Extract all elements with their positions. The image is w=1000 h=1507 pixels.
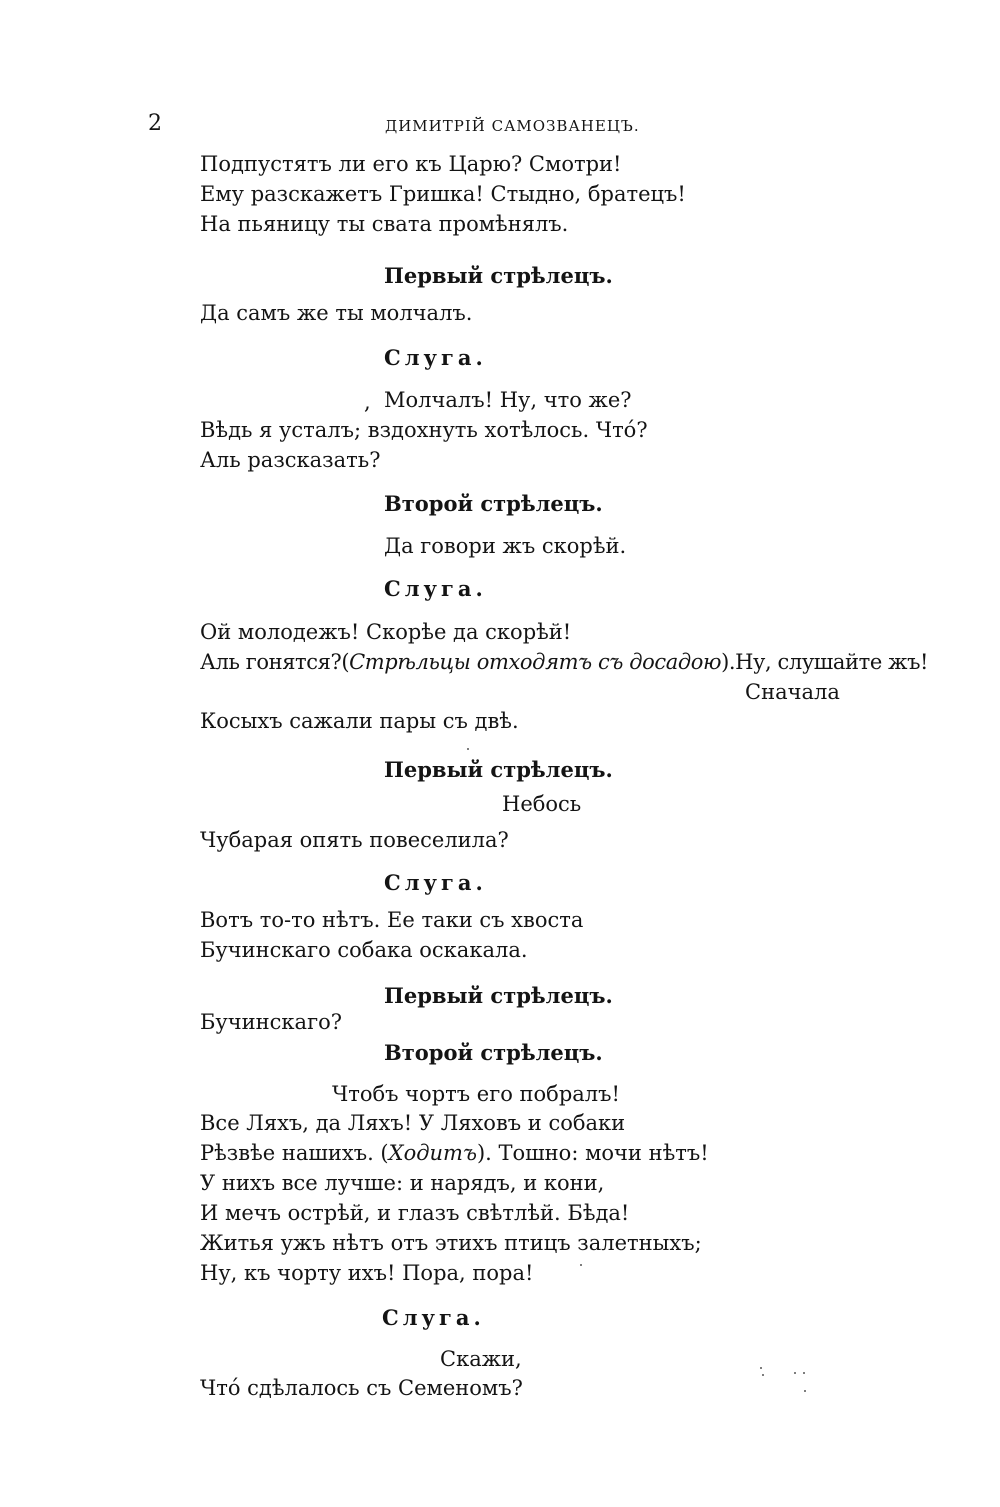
- verse-line: Житья ужъ нѣтъ отъ этихъ птицъ залетныхъ;: [200, 1231, 702, 1255]
- speaker-first-streltsy: Первый стрѣлецъ.: [384, 263, 613, 288]
- stray-comma: ,: [364, 390, 371, 414]
- verse-line: Все Ляхъ, да Ляхъ! У Ляховъ и собаки: [200, 1111, 626, 1135]
- verse-line: На пьяницу ты свата промѣнялъ.: [200, 212, 569, 236]
- verse-text: ). Тошно: мочи нѣтъ!: [476, 1141, 709, 1165]
- speaker-second-streltsy: Второй стрѣлецъ.: [384, 491, 603, 516]
- verse-line: Бучинскаго собака оскакала.: [200, 938, 528, 962]
- verse-line: Небось: [502, 792, 582, 816]
- scan-speck: [762, 1374, 764, 1376]
- verse-line-with-direction: [200, 648, 928, 676]
- verse-line: Чубарая опять повеселила?: [200, 828, 509, 852]
- verse-line: Косыхъ сажали пары съ двѣ.: [200, 709, 519, 733]
- running-title: ДИМИТРІЙ САМОЗВАНЕЦЪ.: [385, 117, 640, 135]
- verse-line-with-direction: [200, 1139, 709, 1167]
- verse-line: Вотъ то-то нѣтъ. Ее таки съ хвоста: [200, 908, 584, 932]
- speaker-servant: Слуга.: [384, 345, 487, 370]
- verse-line: Да говори жъ скорѣй.: [384, 534, 627, 558]
- verse-line: Ой молодежъ! Скорѣе да скорѣй!: [200, 620, 572, 644]
- stage-direction: Стрѣльцы отходятъ съ досадою: [349, 650, 722, 674]
- verse-line: Да самъ же ты молчалъ.: [200, 301, 473, 325]
- verse-line: Скажи,: [440, 1347, 522, 1371]
- scan-speck: [794, 1372, 796, 1374]
- verse-line: У нихъ все лучше: и нарядъ, и кони,: [200, 1171, 605, 1195]
- speaker-servant: Слуга.: [382, 1305, 485, 1330]
- speaker-first-streltsy: Первый стрѣлецъ.: [384, 983, 613, 1008]
- verse-line: Аль разсказать?: [200, 448, 381, 472]
- verse-line: Чтобъ чортъ его побралъ!: [332, 1082, 620, 1106]
- verse-line: Что́ сдѣлалось съ Семеномъ?: [200, 1376, 523, 1400]
- scan-speck: [803, 1372, 805, 1374]
- scan-speck: [760, 1367, 762, 1369]
- verse-line: Ему разскажетъ Гришка! Стыдно, братецъ!: [200, 182, 686, 206]
- scan-speck: [580, 1264, 582, 1266]
- stage-direction: Ходитъ: [388, 1141, 477, 1165]
- scan-speck: [467, 748, 469, 750]
- speaker-servant: Слуга.: [384, 576, 487, 601]
- speaker-servant: Слуга.: [384, 870, 487, 895]
- verse-line: Подпустятъ ли его къ Царю? Смотри!: [200, 152, 622, 176]
- verse-line: И мечъ острѣй, и глазъ свѣтлѣй. Бѣда!: [200, 1201, 630, 1225]
- verse-line: Молчалъ! Ну, что же?: [384, 388, 632, 412]
- verse-line: Вѣдь я усталъ; вздохнуть хотѣлось. Что́?: [200, 418, 648, 442]
- speaker-first-streltsy: Первый стрѣлецъ.: [384, 757, 613, 782]
- speaker-second-streltsy: Второй стрѣлецъ.: [384, 1040, 603, 1065]
- verse-text: ).Ну, слушайте жъ!: [721, 650, 929, 674]
- verse-line: Сначала: [745, 680, 840, 704]
- verse-line: Ну, къ чорту ихъ! Пора, пора!: [200, 1261, 534, 1285]
- verse-text: Рѣзвѣе нашихъ. (: [200, 1141, 389, 1165]
- page-number: 2: [148, 111, 162, 136]
- verse-line: Бучинскаго?: [200, 1010, 342, 1034]
- scan-speck: [804, 1390, 806, 1392]
- verse-text: Аль гонятся?(: [200, 650, 350, 674]
